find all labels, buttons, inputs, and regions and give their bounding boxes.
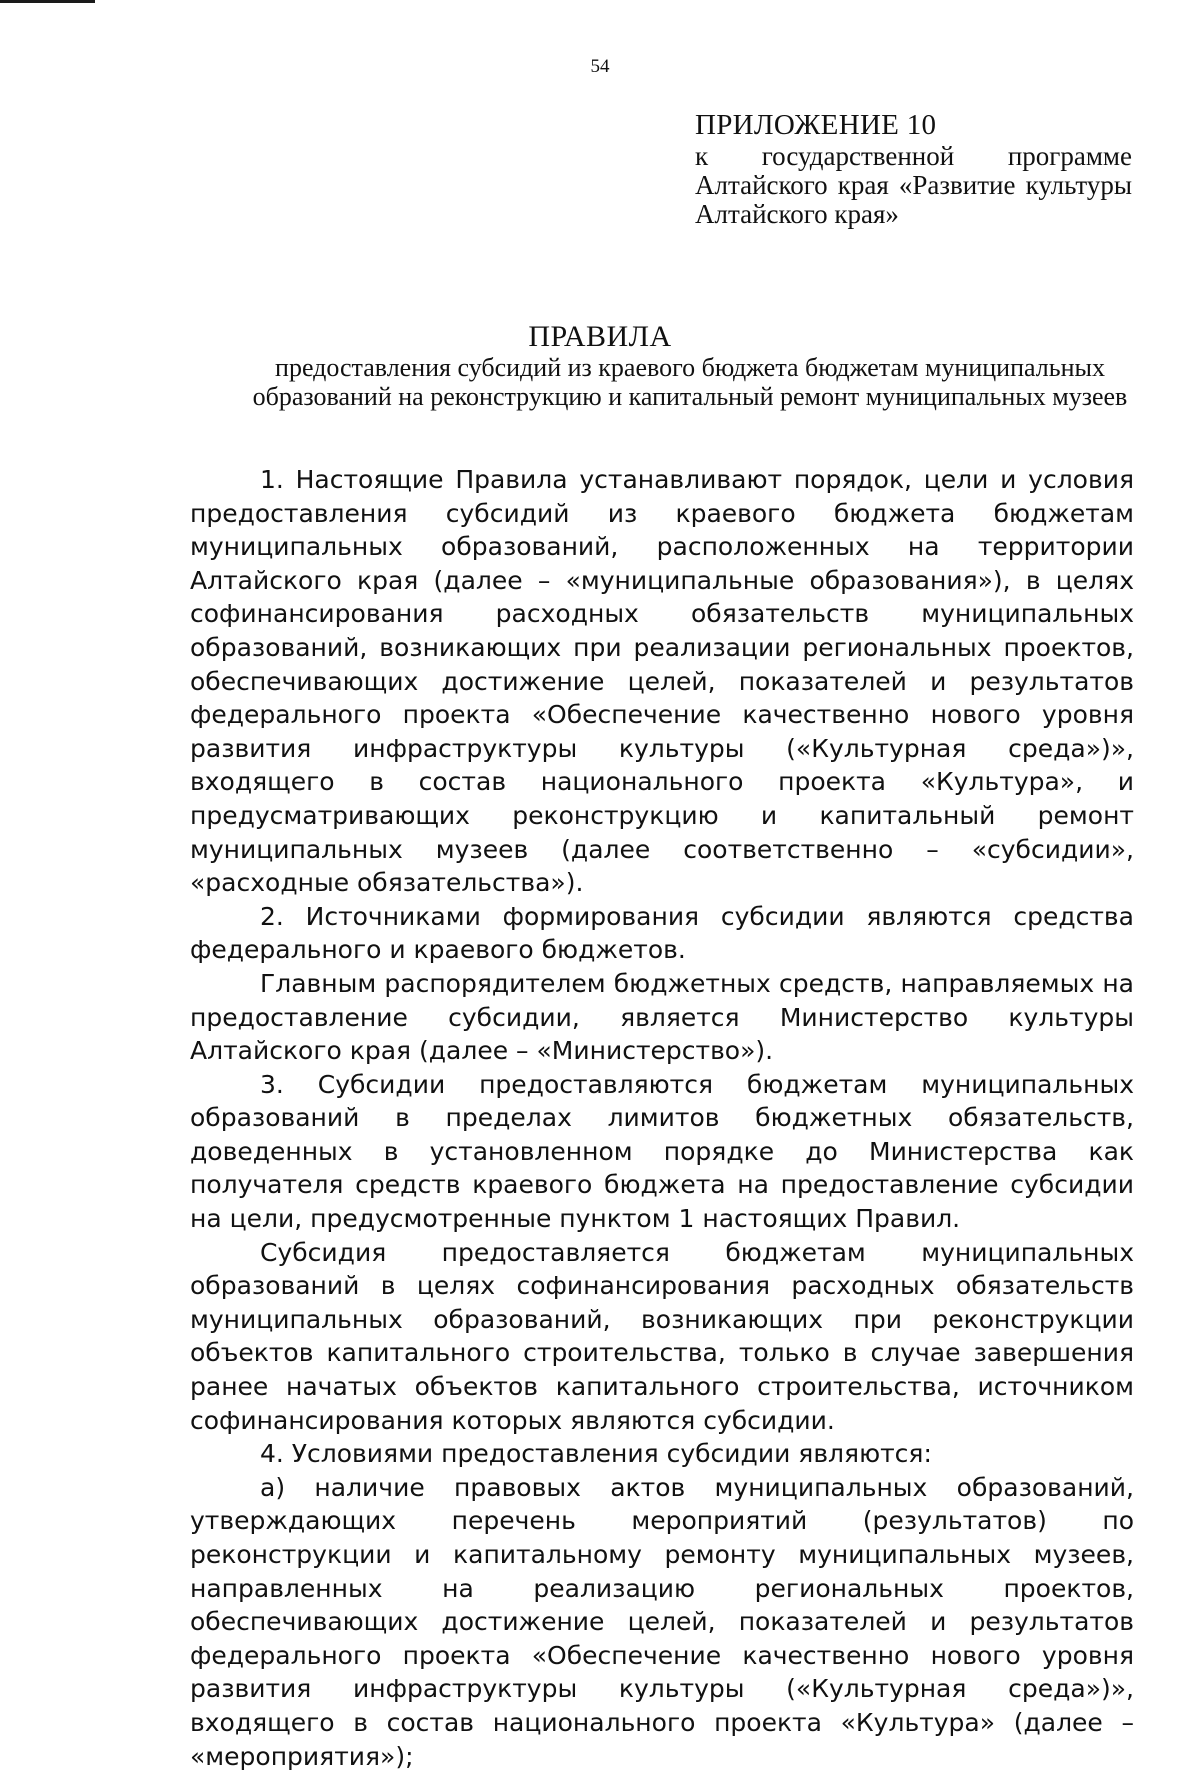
paragraph: 4. Условиями предоставления субсидии являются: — [260, 1439, 932, 1469]
paragraph: а) наличие правовых актов муниципальных образований, утверждающих перечень мероприятий (результатов) по реконструкции и капитальному ремонту муниципальных музеев, направленных на реализацию региональных проектов, обеспечивающих достижение целей, показателей и результатов федерального проекта «Обеспечение качественно нового уровня развития инфраструктуры культуры («Культурная среда»)», входящего в состав национального проекта «Культура» (далее – «мероприятия»); — [190, 1472, 1134, 1771]
annex-reference: к государственной программе Алтайского края «Развитие культуры Алтайского края» — [695, 141, 1132, 229]
document-body — [190, 463, 1134, 1773]
scan-edge-mark — [0, 0, 95, 3]
paragraph: Субсидия предоставляется бюджетам муниципальных образований в целях софинансирования расходных обязательств муниципальных образований, возникающих при реконструкции объектов капитального строительства, только в случае завершения ранее начатых объектов капитального строительства, источником софинансирования которых являются субсидии. — [190, 1237, 1134, 1435]
paragraph: 3. Субсидии предоставляются бюджетам муниципальных образований в пределах лимитов бюджетных обязательств, доведенных в установленном порядке до Министерства как получателя средств краевого бюджета на предоставление субсидии на цели, предусмотренные пунктом 1 настоящих Правил. — [190, 1069, 1134, 1234]
paragraph: Главным распорядителем бюджетных средств, направляемых на предоставление субсидии, является Министерство культуры Алтайского края (далее – «Министерство»). — [190, 968, 1134, 1066]
annex-header — [695, 108, 1132, 229]
paragraph: 2. Источниками формирования субсидии являются средства федерального и краевого бюджетов. — [190, 901, 1134, 965]
document-title: ПРАВИЛА — [528, 320, 672, 353]
document-subtitle: предоставления субсидий из краевого бюджета бюджетам муниципальных образований на реконструкцию и капитальный ремонт муниципальных музеев — [252, 353, 1128, 411]
paragraph: 1. Настоящие Правила устанавливают порядок, цели и условия предоставления субсидий из краевого бюджета бюджетам муниципальных образований, расположенных на территории Алтайского края (далее – «муниципальные образования»), в целях софинансирования расходных обязательств муниципальных образований, возникающих при реализации региональных проектов, обеспечивающих достижение целей, показателей и результатов федерального проекта «Обеспечение качественно нового уровня развития инфраструктуры культуры («Культурная среда»)», входящего в состав национального проекта «Культура», и предусматривающих реконструкцию и капитальный ремонт муниципальных музеев (далее соответственно – «субсидии», «расходные обязательства»). — [190, 465, 1134, 898]
annex-title: ПРИЛОЖЕНИЕ 10 — [695, 109, 937, 141]
page-number: 54 — [590, 56, 610, 77]
